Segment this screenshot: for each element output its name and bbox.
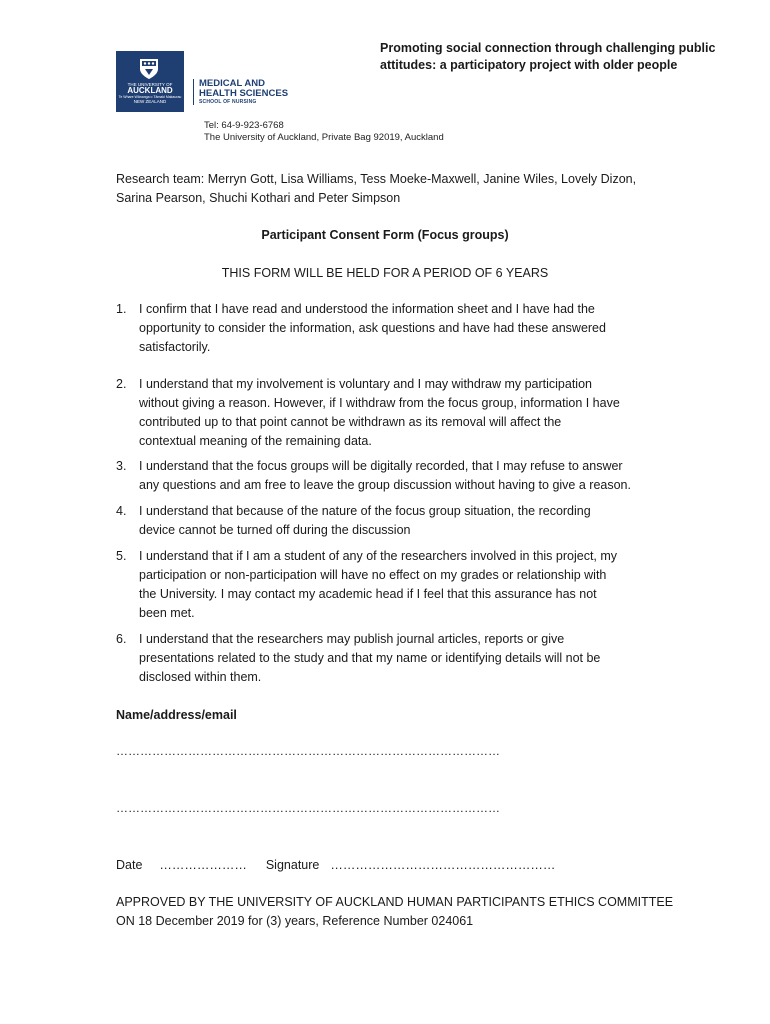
- item-line: the University. I may contact my academic head if I feel that this assurance has not: [139, 587, 597, 601]
- item-line: presentations related to the study and that my name or identifying details will not be: [139, 651, 601, 665]
- approval-line-1: APPROVED BY THE UNIVERSITY OF AUCKLAND HUMAN PARTICIPANTS ETHICS COMMITTEE: [116, 895, 674, 909]
- item-line: I understand that my involvement is voluntary and I may withdraw my participation: [139, 377, 592, 391]
- logo-line-3: Te Whare Wānanga o Tāmaki Makaurau: [118, 95, 182, 99]
- logo-line-4: NEW ZEALAND: [133, 99, 167, 104]
- contact-block: [204, 120, 444, 144]
- item-line: device cannot be turned off during the discussion: [139, 523, 411, 537]
- item-number: 2.: [116, 377, 127, 391]
- item-number: 3.: [116, 459, 127, 473]
- research-team-line-2: Sarina Pearson, Shuchi Kothari and Peter Simpson: [116, 191, 401, 205]
- item-number: 4.: [116, 504, 127, 518]
- item-line: satisfactorily.: [139, 340, 211, 354]
- faculty-line-2: HEALTH SCIENCES: [199, 88, 289, 99]
- item-line: contextual meaning of the remaining data.: [139, 434, 372, 448]
- name-address-email-field-1[interactable]: ……………………………………………………………………………………: [116, 744, 500, 758]
- item-line: I confirm that I have read and understood the information sheet and I have had the: [139, 302, 595, 316]
- faculty-name: [199, 79, 288, 99]
- research-team-line-1: Research team: Merryn Gott, Lisa Williams, Tess Moeke-Maxwell, Janine Wiles, Lovely Dizon,: [116, 172, 637, 186]
- item-number: 5.: [116, 549, 127, 563]
- name-address-email-label: Name/address/email: [116, 708, 237, 722]
- signature-label: Signature: [265, 858, 320, 872]
- approval-line-2: ON 18 December 2019 for (3) years, Reference Number 024061: [116, 914, 474, 928]
- school-name: SCHOOL OF NURSING: [199, 99, 257, 105]
- item-line: contributed up to that point cannot be withdrawn as its removal will affect the: [139, 415, 562, 429]
- item-line: disclosed within them.: [139, 670, 262, 684]
- item-line: without giving a reason. However, if I withdraw from the focus group, information I have: [139, 396, 620, 410]
- item-number: 6.: [116, 632, 127, 646]
- item-line: I understand that because of the nature of the focus group situation, the recording: [139, 504, 591, 518]
- item-line: any questions and am free to leave the group discussion without having to give a reason.: [139, 478, 631, 492]
- retention-notice: THIS FORM WILL BE HELD FOR A PERIOD OF 6 YEARS: [221, 266, 549, 280]
- date-field[interactable]: …………………: [159, 858, 247, 872]
- project-title: [380, 40, 720, 74]
- item-line: opportunity to consider the information, ask questions and have had these answered: [139, 321, 606, 335]
- research-team: [116, 170, 676, 208]
- item-line: I understand that the researchers may publish journal articles, reports or give: [139, 632, 565, 646]
- name-address-email-field-2[interactable]: ……………………………………………………………………………………: [116, 801, 500, 815]
- item-number: 1.: [116, 302, 127, 316]
- signature-field[interactable]: ………………………………………………: [330, 858, 556, 872]
- date-signature-row: [116, 856, 555, 875]
- date-label: Date: [116, 858, 143, 872]
- logo-line-1: THE UNIVERSITY OF: [127, 82, 173, 87]
- crest-shield-icon: [137, 57, 161, 81]
- logo-wordmark: [116, 82, 184, 104]
- item-line: I understand that if I am a student of any of the researchers involved in this project, my: [139, 549, 618, 563]
- item-line: I understand that the focus groups will be digitally recorded, that I may refuse to answer: [139, 459, 623, 473]
- telephone: Tel: 64-9-923-6768: [204, 120, 284, 131]
- item-line: been met.: [139, 606, 195, 620]
- logo-divider: [193, 79, 194, 105]
- form-title: Participant Consent Form (Focus groups): [261, 228, 509, 242]
- item-line: participation or non-participation will have no effect on my grades or relationship with: [139, 568, 607, 582]
- ethics-approval: [116, 893, 676, 931]
- faculty-line-1: MEDICAL AND: [199, 78, 265, 89]
- address: The University of Auckland, Private Bag 92019, Auckland: [204, 132, 444, 143]
- project-title-line-1: Promoting social connection through challenging public: [380, 41, 716, 55]
- project-title-line-2: attitudes: a participatory project with older people: [380, 58, 678, 72]
- logo-line-2: AUCKLAND: [127, 86, 173, 95]
